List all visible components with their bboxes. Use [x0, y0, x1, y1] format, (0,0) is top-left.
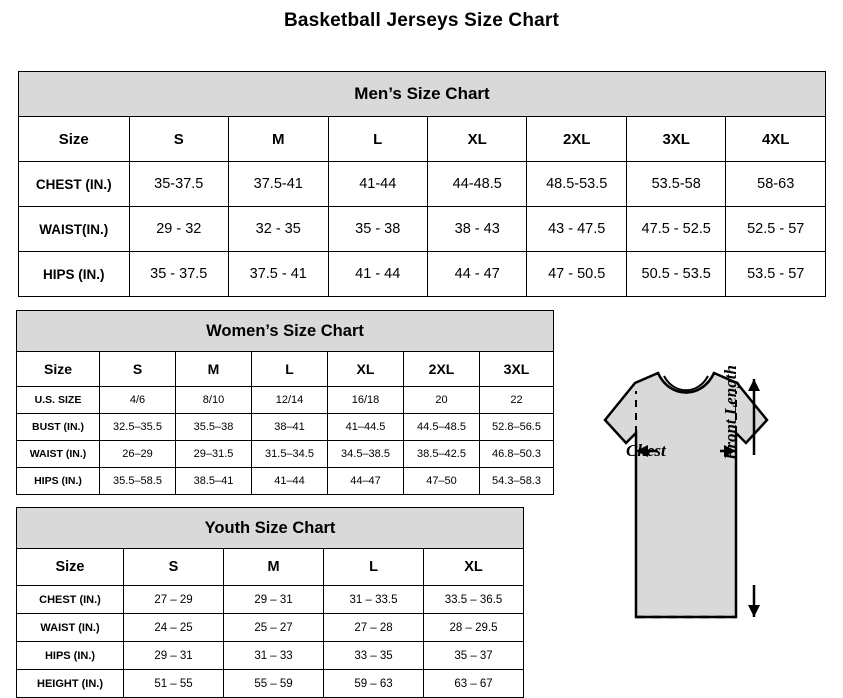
table-cell: 20	[404, 387, 480, 414]
jersey-illustration-svg	[540, 365, 835, 665]
womens-size-chart-table	[16, 310, 554, 495]
table-cell: 34.5–38.5	[328, 441, 404, 468]
row-label: HEIGHT (IN.)	[17, 670, 124, 698]
mens-table-caption: Men’s Size Chart	[19, 72, 826, 117]
mens-size-chart-table	[18, 71, 826, 297]
table-caption-row	[17, 311, 554, 352]
page-title: Basketball Jerseys Size Chart	[283, 10, 560, 31]
table-cell: 47.5 - 52.5	[626, 207, 725, 252]
column-header: L	[252, 352, 328, 387]
table-cell: 47 - 50.5	[527, 252, 626, 297]
column-header: S	[100, 352, 176, 387]
table-cell: 29 – 31	[124, 642, 224, 670]
row-label: HIPS (IN.)	[17, 468, 100, 495]
table-cell: 12/14	[252, 387, 328, 414]
table-cell: 52.5 - 57	[726, 207, 826, 252]
table-header-row	[19, 117, 826, 162]
table-cell: 32 - 35	[229, 207, 328, 252]
table-row	[17, 387, 554, 414]
row-label: BUST (IN.)	[17, 414, 100, 441]
table-cell: 32.5–35.5	[100, 414, 176, 441]
table-row	[17, 586, 524, 614]
table-cell: 43 - 47.5	[527, 207, 626, 252]
table-cell: 33 – 35	[324, 642, 424, 670]
table-cell: 35.5–58.5	[100, 468, 176, 495]
table-cell: 27 – 29	[124, 586, 224, 614]
table-cell: 29 - 32	[129, 207, 228, 252]
table-cell: 27 – 28	[324, 614, 424, 642]
column-header: XL	[424, 549, 524, 586]
table-cell: 44-48.5	[427, 162, 526, 207]
table-cell: 38–41	[252, 414, 328, 441]
column-header: Size	[17, 549, 124, 586]
table-cell: 63 – 67	[424, 670, 524, 698]
table-cell: 8/10	[176, 387, 252, 414]
womens-table-caption: Women’s Size Chart	[17, 311, 554, 352]
table-cell: 35.5–38	[176, 414, 252, 441]
column-header: L	[324, 549, 424, 586]
table-cell: 29–31.5	[176, 441, 252, 468]
table-caption-row	[19, 72, 826, 117]
table-row	[17, 642, 524, 670]
column-header: 2XL	[527, 117, 626, 162]
table-header-row	[17, 352, 554, 387]
table-cell: 46.8–50.3	[480, 441, 554, 468]
table-cell: 44–47	[328, 468, 404, 495]
row-label: U.S. SIZE	[17, 387, 100, 414]
front-length-label: Front Length	[721, 365, 740, 460]
table-cell: 47–50	[404, 468, 480, 495]
table-cell: 28 – 29.5	[424, 614, 524, 642]
table-cell: 37.5-41	[229, 162, 328, 207]
table-cell: 31.5–34.5	[252, 441, 328, 468]
table-cell: 53.5 - 57	[726, 252, 826, 297]
youth-table-caption: Youth Size Chart	[17, 508, 524, 549]
front-length-arrow-bottom	[748, 605, 760, 617]
column-header: S	[124, 549, 224, 586]
row-label: WAIST(IN.)	[19, 207, 130, 252]
table-row	[17, 670, 524, 698]
table-cell: 38.5–41	[176, 468, 252, 495]
table-cell: 55 – 59	[224, 670, 324, 698]
table-cell: 41–44	[252, 468, 328, 495]
table-cell: 35 - 37.5	[129, 252, 228, 297]
row-label: WAIST (IN.)	[17, 441, 100, 468]
table-cell: 35-37.5	[129, 162, 228, 207]
column-header: XL	[427, 117, 526, 162]
row-label: HIPS (IN.)	[17, 642, 124, 670]
table-row	[19, 207, 826, 252]
table-cell: 22	[480, 387, 554, 414]
column-header: M	[229, 117, 328, 162]
table-row	[19, 252, 826, 297]
column-header: L	[328, 117, 427, 162]
chest-label-backdrop	[658, 437, 720, 465]
table-cell: 52.8–56.5	[480, 414, 554, 441]
table-row	[17, 414, 554, 441]
youth-size-chart-table	[16, 507, 524, 698]
table-cell: 44.5–48.5	[404, 414, 480, 441]
table-cell: 59 – 63	[324, 670, 424, 698]
row-label: CHEST (IN.)	[19, 162, 130, 207]
table-row	[17, 614, 524, 642]
column-header: 3XL	[480, 352, 554, 387]
table-row	[19, 162, 826, 207]
column-header: Size	[17, 352, 100, 387]
table-row	[17, 468, 554, 495]
table-row	[17, 441, 554, 468]
table-header-row	[17, 549, 524, 586]
row-label: WAIST (IN.)	[17, 614, 124, 642]
column-header: S	[129, 117, 228, 162]
table-cell: 29 – 31	[224, 586, 324, 614]
table-cell: 41-44	[328, 162, 427, 207]
column-header: M	[176, 352, 252, 387]
row-label: CHEST (IN.)	[17, 586, 124, 614]
table-cell: 53.5-58	[626, 162, 725, 207]
column-header: Size	[19, 117, 130, 162]
table-cell: 41 - 44	[328, 252, 427, 297]
chest-label: Chest	[626, 441, 666, 460]
jersey-measurement-diagram	[540, 365, 835, 665]
column-header: 4XL	[726, 117, 826, 162]
table-cell: 16/18	[328, 387, 404, 414]
table-cell: 24 – 25	[124, 614, 224, 642]
front-length-label-backdrop	[742, 455, 768, 585]
column-header: M	[224, 549, 324, 586]
table-cell: 31 – 33.5	[324, 586, 424, 614]
table-cell: 25 – 27	[224, 614, 324, 642]
table-cell: 48.5-53.5	[527, 162, 626, 207]
table-cell: 38 - 43	[427, 207, 526, 252]
table-cell: 38.5–42.5	[404, 441, 480, 468]
column-header: XL	[328, 352, 404, 387]
table-cell: 35 - 38	[328, 207, 427, 252]
column-header: 3XL	[626, 117, 725, 162]
table-cell: 37.5 - 41	[229, 252, 328, 297]
table-cell: 35 – 37	[424, 642, 524, 670]
table-cell: 31 – 33	[224, 642, 324, 670]
table-cell: 44 - 47	[427, 252, 526, 297]
table-cell: 51 – 55	[124, 670, 224, 698]
row-label: HIPS (IN.)	[19, 252, 130, 297]
table-cell: 33.5 – 36.5	[424, 586, 524, 614]
table-cell: 54.3–58.3	[480, 468, 554, 495]
table-caption-row	[17, 508, 524, 549]
table-cell: 41–44.5	[328, 414, 404, 441]
table-cell: 26–29	[100, 441, 176, 468]
table-cell: 4/6	[100, 387, 176, 414]
table-cell: 50.5 - 53.5	[626, 252, 725, 297]
column-header: 2XL	[404, 352, 480, 387]
table-cell: 58-63	[726, 162, 826, 207]
front-length-arrow-top	[748, 379, 760, 391]
